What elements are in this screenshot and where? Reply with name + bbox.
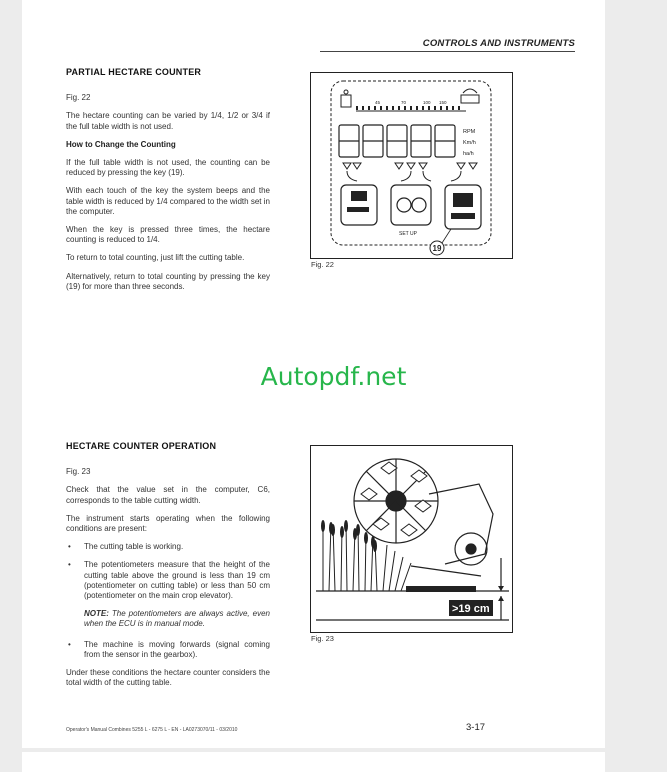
- list-item: • The machine is moving forwards (signal coming from the sensor in the gearbox).: [66, 640, 270, 660]
- callout-19: 19: [432, 244, 442, 253]
- section-heading: PARTIAL HECTARE COUNTER: [66, 67, 202, 77]
- paragraph: Under these conditions the hectare counter considers the total width of the cutting table.: [66, 668, 270, 688]
- height-label: >19 cm: [452, 603, 490, 615]
- figure-23-cutting-table: [310, 445, 513, 633]
- figure-caption: Fig. 22: [311, 260, 334, 269]
- note: [66, 609, 270, 629]
- paragraph: When the key is pressed three times, the hectare counting is reduced to 1/4.: [66, 225, 270, 245]
- fig-ref: Fig. 22: [66, 93, 91, 103]
- paragraph: Alternatively, return to total counting by pressing the key (19) for more than three seconds.: [66, 271, 270, 291]
- figure-caption: Fig. 23: [311, 634, 334, 643]
- unit-kmh: Km/h: [463, 140, 476, 146]
- note-text: The potentiometers are always active, even when the ECU is in manual mode.: [84, 609, 270, 629]
- unit-hah: ha/h: [463, 151, 474, 157]
- conditions-list-continued: [66, 640, 270, 660]
- section-heading: HECTARE COUNTER OPERATION: [66, 441, 217, 451]
- dial-label: 100: [423, 100, 431, 105]
- next-page-edge: [22, 752, 605, 772]
- dial-label: 150: [439, 100, 447, 105]
- conditions-list: [66, 542, 270, 601]
- dial-label: 70: [401, 100, 407, 105]
- paragraph: To return to total counting, just lift the cutting table.: [66, 253, 245, 263]
- sub-heading: How to Change the Counting: [66, 139, 176, 149]
- page-number: 3-17: [466, 722, 486, 733]
- unit-rpm: RPM: [463, 129, 476, 135]
- list-item: • The potentiometers measure that the height of the cutting table above the ground is less than 19 cm (potentiometer on cutting table) or less than 50 cm (potentiometer on the main crop elevator).: [66, 560, 270, 601]
- fig-ref: Fig. 23: [66, 467, 91, 477]
- section-header: CONTROLS AND INSTRUMENTS: [422, 38, 575, 49]
- header-rule: [320, 51, 575, 52]
- setup-label: SET UP: [399, 231, 417, 237]
- figure-22-instrument-panel: [310, 72, 513, 259]
- cutting-table-drawing: [311, 446, 512, 632]
- dial-label: 45: [375, 100, 381, 105]
- paragraph: The hectare counting can be varied by 1/4, 1/2 or 3/4 if the full table width is not used.: [66, 111, 270, 131]
- watermark-text: Autopdf.net: [260, 362, 407, 391]
- paragraph: The instrument starts operating when the following conditions are present:: [66, 513, 270, 534]
- note-label: NOTE:: [84, 609, 109, 619]
- paragraph: Check that the value set in the computer, C6, corresponds to the table cutting width.: [66, 485, 270, 505]
- paragraph: If the full table width is not used, the counting can be reduced by pressing the key (19).: [66, 158, 270, 178]
- paragraph: With each touch of the key the system beeps and the table width is reduced by 1/4 compared to the width set in the computer.: [66, 186, 270, 216]
- partial-hectare-text: [66, 67, 270, 300]
- instrument-panel-drawing: [311, 73, 512, 258]
- footer-manual-ref: Operator's Manual Combines 5255 L - 6275 L - EN - LA0273070/11 - 03/2010: [66, 727, 238, 733]
- list-item: • The cutting table is working.: [66, 542, 270, 552]
- hectare-operation-text: [66, 441, 270, 696]
